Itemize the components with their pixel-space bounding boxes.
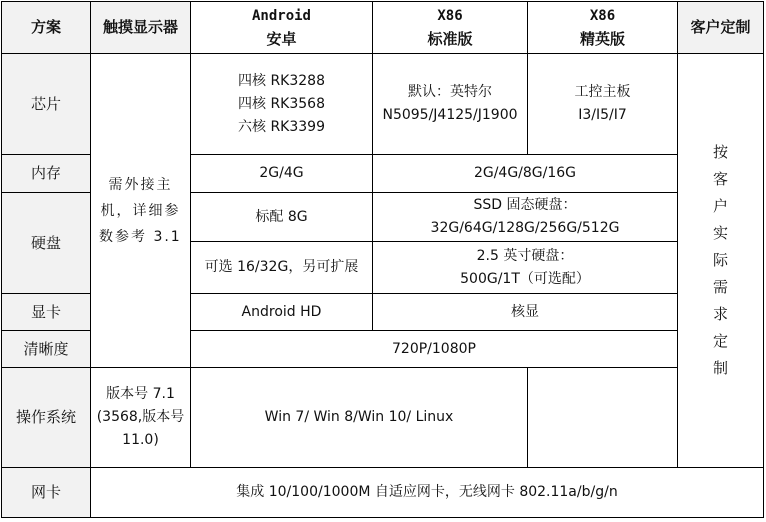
memory-android: 2G/4G: [191, 155, 373, 193]
header-x86-elite-line1: X86: [589, 7, 616, 24]
os-android-line: (3568,版本号 11.0): [96, 409, 185, 448]
storage-x86-ssd-line: 32G/64G/128G/256G/512G: [430, 220, 620, 236]
label-chip: 芯片: [2, 54, 91, 155]
header-android-line2: 安卓: [266, 29, 297, 48]
chip-x86-elite: [528, 54, 678, 155]
storage-android-standard: 标配 8G: [191, 193, 373, 242]
gpu-android: Android HD: [191, 294, 373, 331]
header-x86-elite: [528, 2, 678, 54]
storage-x86-ssd-line: SSD 固态硬盘：: [473, 197, 577, 213]
os-android-line: 版本号 7.1: [106, 386, 175, 402]
chip-x86-elite-line: 工控主板: [574, 84, 631, 100]
row-chip: [2, 54, 764, 155]
label-storage: 硬盘: [2, 193, 91, 294]
network-value: 集成 10/100/1000M 自适应网卡，无线网卡 802.11a/b/g/n: [91, 468, 764, 518]
header-x86-standard-line2: 标准版: [427, 29, 473, 48]
storage-x86-hdd-line: 500G/1T（可选配）: [460, 270, 590, 287]
chip-android: [191, 54, 373, 155]
memory-x86: 2G/4G/8G/16G: [373, 155, 678, 193]
label-memory: 内存: [2, 155, 91, 193]
storage-x86-hdd: [373, 242, 678, 294]
os-x86: Win 7/ Win 8/Win 10/ Linux: [191, 368, 528, 468]
chip-android-option: 四核 RK3568: [238, 95, 325, 112]
chip-android-option: 六核 RK3399: [238, 118, 325, 135]
storage-android-optional: 可选 16/32G，另可扩展: [191, 242, 373, 294]
header-x86-standard-line1: X86: [437, 7, 463, 24]
chip-x86-standard-line: 默认：英特尔: [408, 84, 492, 100]
custom-note: [678, 54, 764, 468]
header-android: [191, 2, 373, 54]
storage-x86-hdd-line: 2.5 英寸硬盘：: [476, 247, 574, 264]
resolution-value: 720P/1080P: [191, 331, 678, 368]
row-os: [2, 368, 764, 468]
chip-x86-standard: [373, 54, 528, 155]
header-scheme: 方案: [2, 2, 91, 54]
chip-x86-standard-line: N5095/J4125/J1900: [382, 107, 518, 123]
spec-table: [1, 1, 764, 518]
label-network: 网卡: [2, 468, 91, 518]
label-resolution: 清晰度: [2, 331, 91, 368]
header-x86-elite-line2: 精英版: [579, 29, 625, 48]
custom-note-text: 按客户实际需求定制: [712, 143, 728, 377]
header-x86-standard: [373, 2, 528, 54]
touch-display-note: 需外接主机，详细参数参考 3.1: [91, 54, 191, 368]
os-android: [91, 368, 191, 468]
header-android-line1: Android: [251, 7, 311, 24]
gpu-x86: 核显: [373, 294, 678, 331]
header-row: [2, 2, 764, 54]
header-custom: 客户定制: [678, 2, 764, 54]
label-gpu: 显卡: [2, 294, 91, 331]
header-touch-display: 触摸显示器: [91, 2, 191, 54]
label-os: 操作系统: [2, 368, 91, 468]
chip-android-option: 四核 RK3288: [238, 72, 325, 89]
row-network: [2, 468, 764, 518]
chip-x86-elite-line: I3/I5/I7: [578, 107, 627, 123]
storage-x86-ssd: [373, 193, 678, 242]
